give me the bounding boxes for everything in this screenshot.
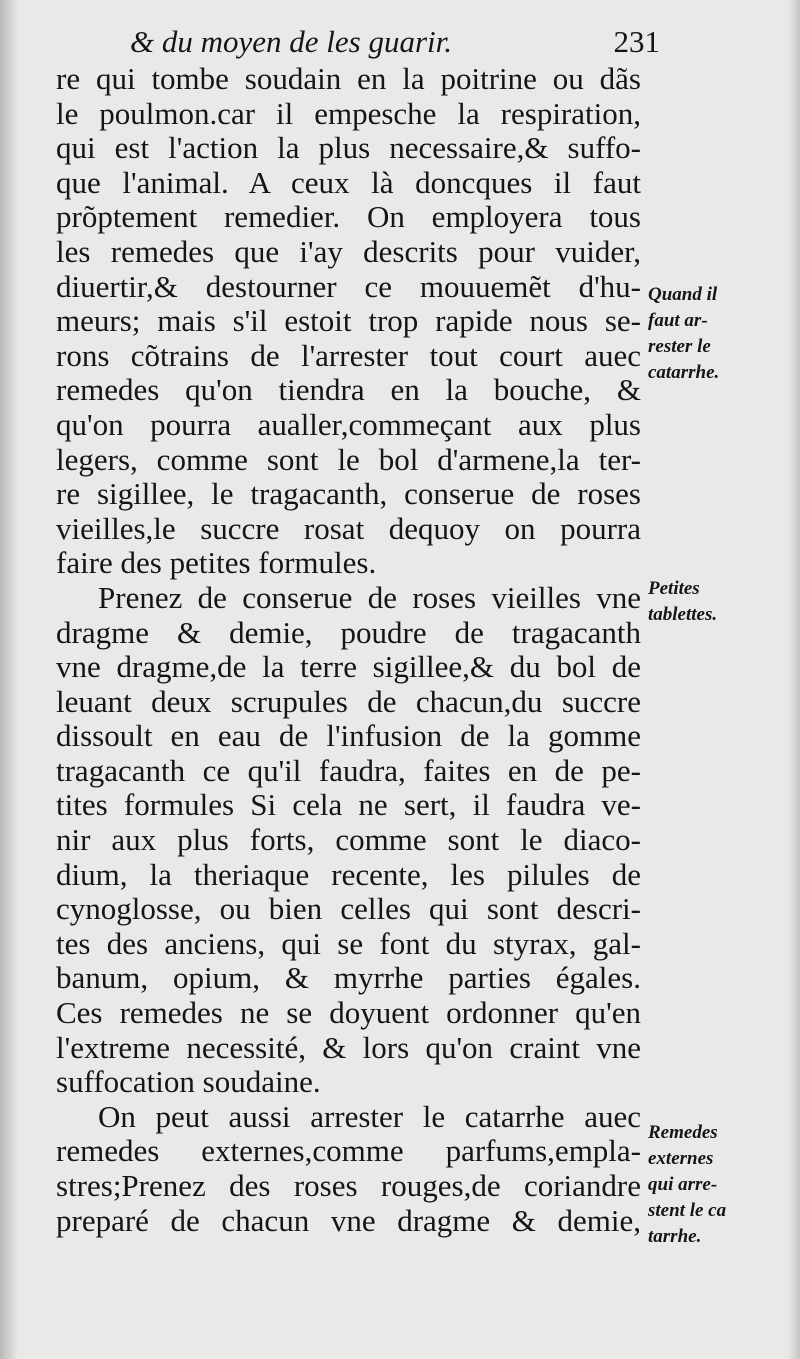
- margin-note-line: Remedes: [648, 1122, 718, 1143]
- text-line: nir aux plus forts, comme sont le diaco-: [56, 822, 641, 858]
- text-line: prõptement remedier. On employera tous: [56, 199, 641, 235]
- text-line: Prenez de conserue de roses vieilles vne: [98, 579, 641, 615]
- text-line: dissoult en eau de l'infusion de la gomme: [56, 718, 641, 754]
- margin-note-line: Petites: [648, 578, 700, 599]
- margin-note-line: Quand il: [648, 284, 718, 305]
- text-line: vne dragme,de la terre sigillee,& du bol de: [56, 649, 641, 685]
- text-line: remedes externes,comme parfums,empla-: [56, 1133, 641, 1169]
- text-line: Ces remedes ne se doyuent ordonner qu'en: [56, 995, 641, 1031]
- page-header: [130, 20, 660, 64]
- margin-note: [648, 282, 768, 386]
- margin-note-line: faut ar-: [648, 310, 708, 331]
- margin-note-line: rester le: [648, 336, 711, 357]
- text-line: vieilles,le succre rosat dequoy on pourra: [56, 510, 641, 546]
- text-line: l'extreme necessité, & lors qu'on craint vne: [56, 1029, 641, 1065]
- text-line: que l'animal. A ceux là doncques il faut: [56, 164, 641, 200]
- text-line: le poulmon.car il empesche la respiration,: [56, 95, 641, 131]
- margin-note-line: externes: [648, 1148, 714, 1169]
- margin-note-line: tarrhe.: [648, 1226, 702, 1247]
- paragraph-3: [56, 1100, 641, 1238]
- text-line: stres;Prenez des roses rouges,de coriandre: [56, 1168, 641, 1203]
- body-text: [56, 62, 641, 1238]
- text-line: dragme & demie, poudre de tragacanth: [56, 614, 641, 650]
- text-line: cynoglosse, ou bien celles qui sont descri-: [56, 891, 641, 927]
- text-line: On peut aussi arrester le catarrhe auec: [98, 1098, 641, 1134]
- text-line: legers, comme sont le bol d'armene,la ter-: [56, 441, 641, 477]
- paragraph-1: [56, 62, 641, 581]
- margin-note: [648, 1120, 768, 1250]
- page-edge-shadow: [788, 0, 800, 1359]
- text-line: preparé de chacun vne dragme & demie,: [56, 1202, 641, 1238]
- text-line: re qui tombe soudain en la poitrine ou dãs: [56, 61, 641, 96]
- text-line: tragacanth ce qu'il faudra, faites en de pe-: [56, 752, 641, 788]
- text-line: banum, opium, & myrrhe parties égales.: [56, 960, 641, 996]
- margin-note-line: qui arre-: [648, 1174, 718, 1195]
- page-number: 231: [613, 24, 660, 59]
- text-line: les remedes que i'ay descrits pour vuider,: [56, 233, 641, 269]
- text-line: tes des anciens, qui se font du styrax, gal-: [56, 925, 641, 961]
- paragraph-2: [56, 581, 641, 1100]
- text-line: qu'on pourra aualler,commeçant aux plus: [56, 406, 641, 442]
- text-line: suffocation soudaine.: [56, 1064, 321, 1100]
- text-line: remedes qu'on tiendra en la bouche, &: [56, 372, 641, 408]
- margin-note-line: catarrhe.: [648, 362, 720, 383]
- text-line: faire des petites formules.: [56, 545, 377, 581]
- margin-note-line: stent le ca: [648, 1200, 727, 1221]
- page-gutter-shadow: [0, 0, 18, 1359]
- text-line: dium, la theriaque recente, les pilules de: [56, 856, 641, 892]
- margin-note-line: tablettes.: [648, 604, 718, 625]
- margin-note: [648, 576, 768, 628]
- text-line: re sigillee, le tragacanth, conserue de roses: [56, 476, 641, 512]
- text-line: meurs; mais s'il estoit trop rapide nous se-: [56, 303, 641, 339]
- running-head: & du moyen de les guarir.: [130, 24, 453, 59]
- text-line: qui est l'action la plus necessaire,& suffo-: [56, 130, 641, 166]
- text-line: tites formules Si cela ne sert, il faudra ve-: [56, 787, 641, 823]
- text-line: leuant deux scrupules de chacun,du succre: [56, 683, 641, 719]
- text-line: diuertir,& destourner ce mouuemẽt d'hu-: [56, 268, 641, 304]
- text-line: rons cõtrains de l'arrester tout court auec: [56, 337, 641, 373]
